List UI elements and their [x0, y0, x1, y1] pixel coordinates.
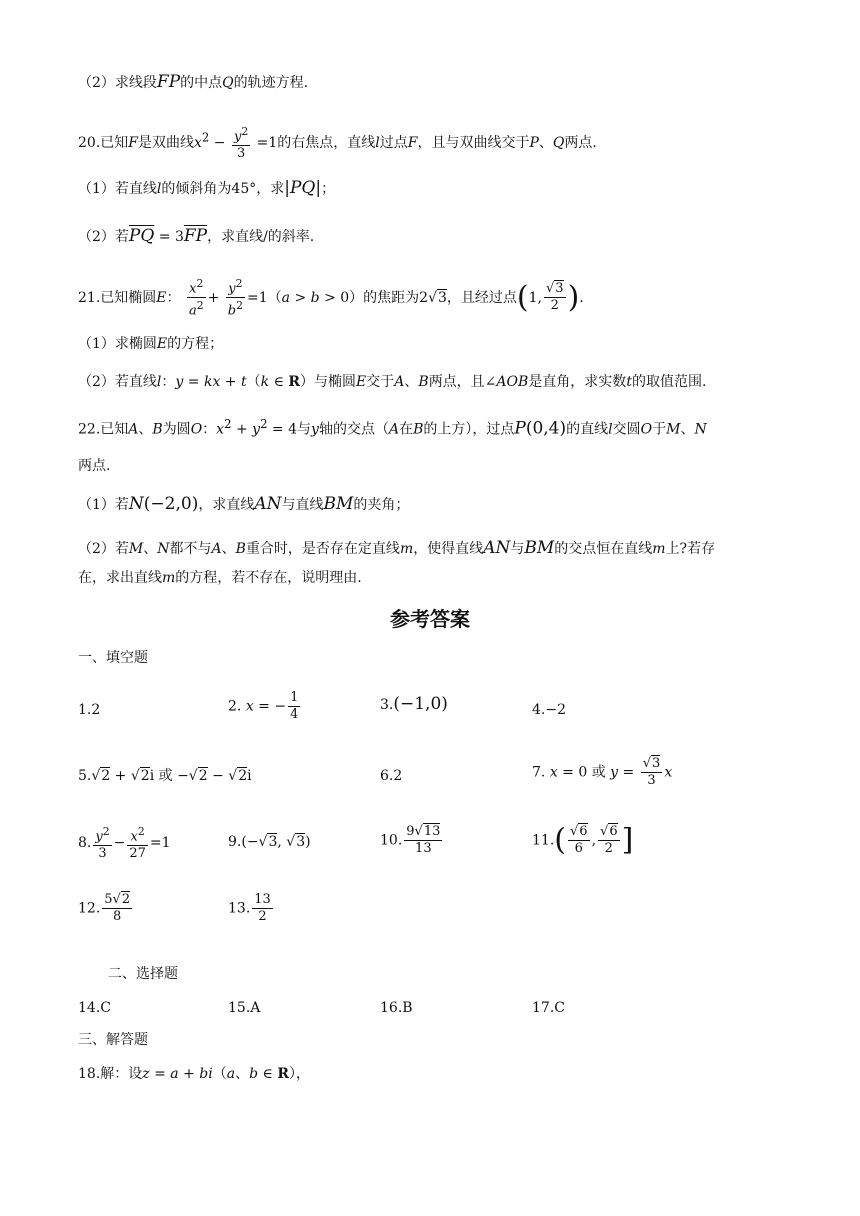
answer-6: 6.2 — [380, 768, 403, 784]
problem-20: 20.已知F是双曲线$x^2$ − $\frac{y^2}{3}$ =1的右焦点，直线l过点F，且与双曲线交于P、Q两点. — [78, 125, 597, 162]
section-fill-in: 一、填空题 — [78, 650, 148, 666]
problem-20-part1: （1）若直线l的倾斜角为45°，求|PQ|； — [78, 178, 336, 198]
problem-21-part2: （2）若直线l：y = kx + t（k ∈ R）与椭圆E交于A、B两点，且∠AOB是直角，求实数t的取值范围. — [78, 374, 707, 390]
answer-18: 18.解：设z = a + bi（a、b ∈ R）， — [78, 1066, 310, 1082]
answer-13: 13. $\frac{13}{2}$ — [228, 892, 271, 924]
answer-7: 7. x = 0 或 y = $\frac{√3}{3}$ x — [532, 756, 673, 788]
problem-22-cont2: 在，求出直线m的方程，若不存在，说明理由. — [78, 570, 362, 586]
problem-21-part1: （1）求椭圆E的方程； — [78, 336, 224, 352]
section-solutions: 三、解答题 — [78, 1032, 148, 1048]
answer-4: 4.−2 — [532, 702, 566, 718]
problem-19-part2: （2）求线段FP的中点Q的轨迹方程. — [78, 72, 309, 92]
problem-20-part2: （2）若$\overline{PQ} = 3\overline{FP}$，求直线/的斜率. — [78, 226, 315, 246]
answers-title: 参考答案 — [390, 607, 470, 631]
answer-10: 10. $\frac{9√13}{13}$ — [380, 824, 441, 856]
problem-22: 22.已知A、B为圆O：$x^2 + y^2 = 4$与y轴的交点（A在B的上方），过点P(0,4)的直线l交圆O于M、N — [78, 417, 707, 439]
answer-3: 3.(−1,0) — [380, 694, 448, 714]
problem-22-cont: 两点. — [78, 458, 111, 474]
problem-22-part2: （2）若M、N都不与A、B重合时，是否存在定直线m，使得直线AN与BM的交点恒在直线m上?若存 — [78, 538, 716, 558]
answer-15: 15.A — [228, 1000, 261, 1016]
answer-5: 5.√2 + √2i 或 −√2 − √2i — [78, 768, 252, 784]
answer-1: 1.2 — [78, 702, 101, 718]
answer-2: 2. x = − $\frac{1}{4}$ — [228, 690, 299, 722]
answer-14: 14.C — [78, 1000, 111, 1016]
problem-22-part1: （1）若N(−2,0)，求直线AN与直线BM的夹角； — [78, 494, 410, 514]
answer-8: 8. $\frac{y^2}{3}$ − $\frac{x^2}{27}$ =1 — [78, 825, 171, 862]
answer-16: 16.B — [380, 1000, 413, 1016]
answer-12: 12. $\frac{5√2}{8}$ — [78, 892, 131, 924]
problem-21: 21.已知椭圆E： $\frac{x^2}{a^2}$ + $\frac{y^2}{b^2}$ =1（a > b > 0）的焦距为2√3，且经过点(1, $\frac{√3}{2}$ ). — [78, 277, 584, 319]
answer-9: 9.(−√3, √3) — [228, 834, 311, 850]
answer-11: 11.( $\frac{√6}{6}$ , $\frac{√6}{2}$ ] — [532, 822, 634, 858]
section-choice: 二、选择题 — [108, 966, 178, 982]
answer-17: 17.C — [532, 1000, 565, 1016]
